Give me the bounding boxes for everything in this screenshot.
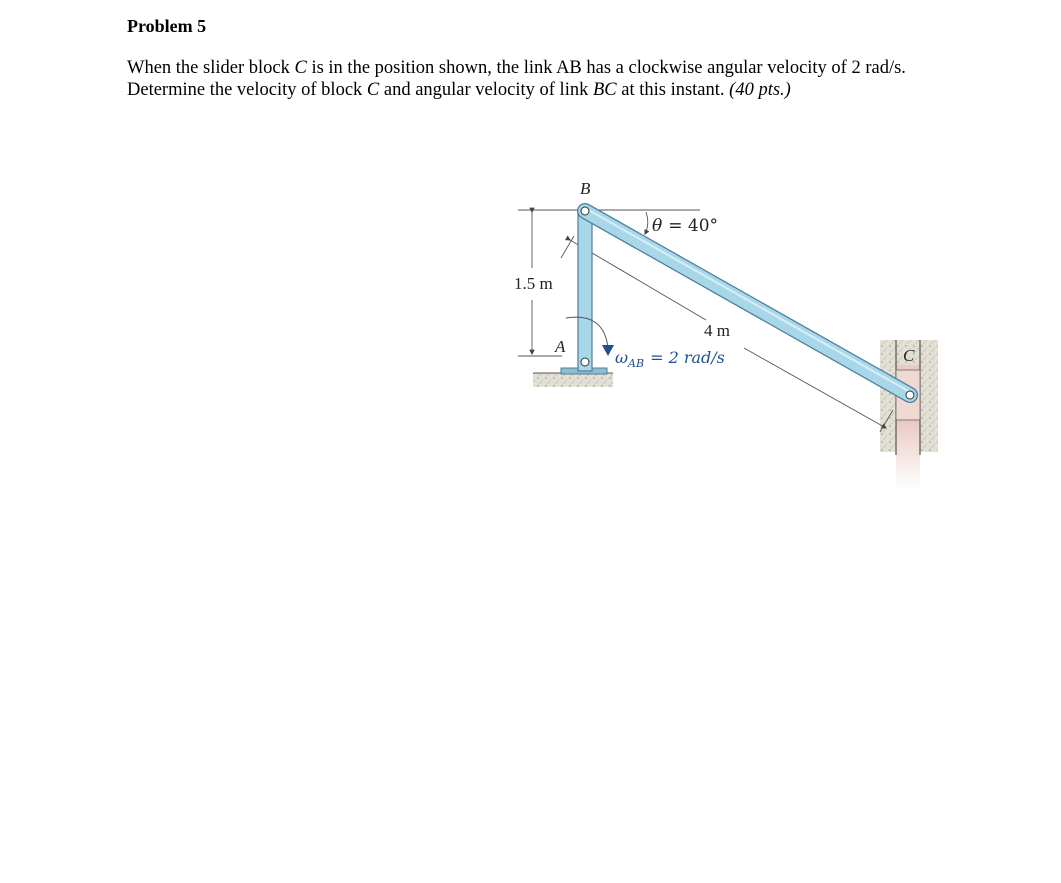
- pin-a: [581, 358, 589, 366]
- omega-arrow-icon: [602, 345, 614, 356]
- pin-c: [906, 391, 914, 399]
- omega-subscript: AB: [628, 357, 645, 370]
- label-a: A: [555, 337, 566, 356]
- points-value: (40 pts.): [729, 80, 791, 100]
- var-c-2: C: [366, 80, 380, 100]
- statement-part-1: When the slider block: [127, 58, 295, 78]
- label-b: B: [580, 179, 591, 198]
- omega-symbol: ω: [615, 348, 629, 367]
- theta-symbol: θ: [652, 216, 663, 236]
- label-c: C: [903, 346, 915, 365]
- var-c-1: C: [294, 58, 307, 78]
- pin-b: [581, 207, 589, 215]
- ground-support-a: [533, 368, 613, 387]
- var-bc: BC: [592, 80, 617, 100]
- label-length: 4 m: [704, 321, 730, 340]
- link-ab: [578, 211, 592, 371]
- statement-part-2: is in the position shown, the link AB has a clockwise angular velocity of 2 rad/s. Determine the velocity of block: [127, 58, 906, 100]
- theta-value: = 40°: [668, 216, 719, 236]
- statement-part-4: at this instant.: [616, 80, 730, 100]
- problem-title: Problem 5: [127, 16, 207, 36]
- label-height: 1.5 m: [514, 274, 553, 293]
- statement-part-3: and angular velocity of link: [379, 80, 593, 100]
- label-omega: [615, 348, 725, 370]
- omega-value: = 2 rad/s: [650, 348, 725, 367]
- label-theta: [652, 216, 718, 236]
